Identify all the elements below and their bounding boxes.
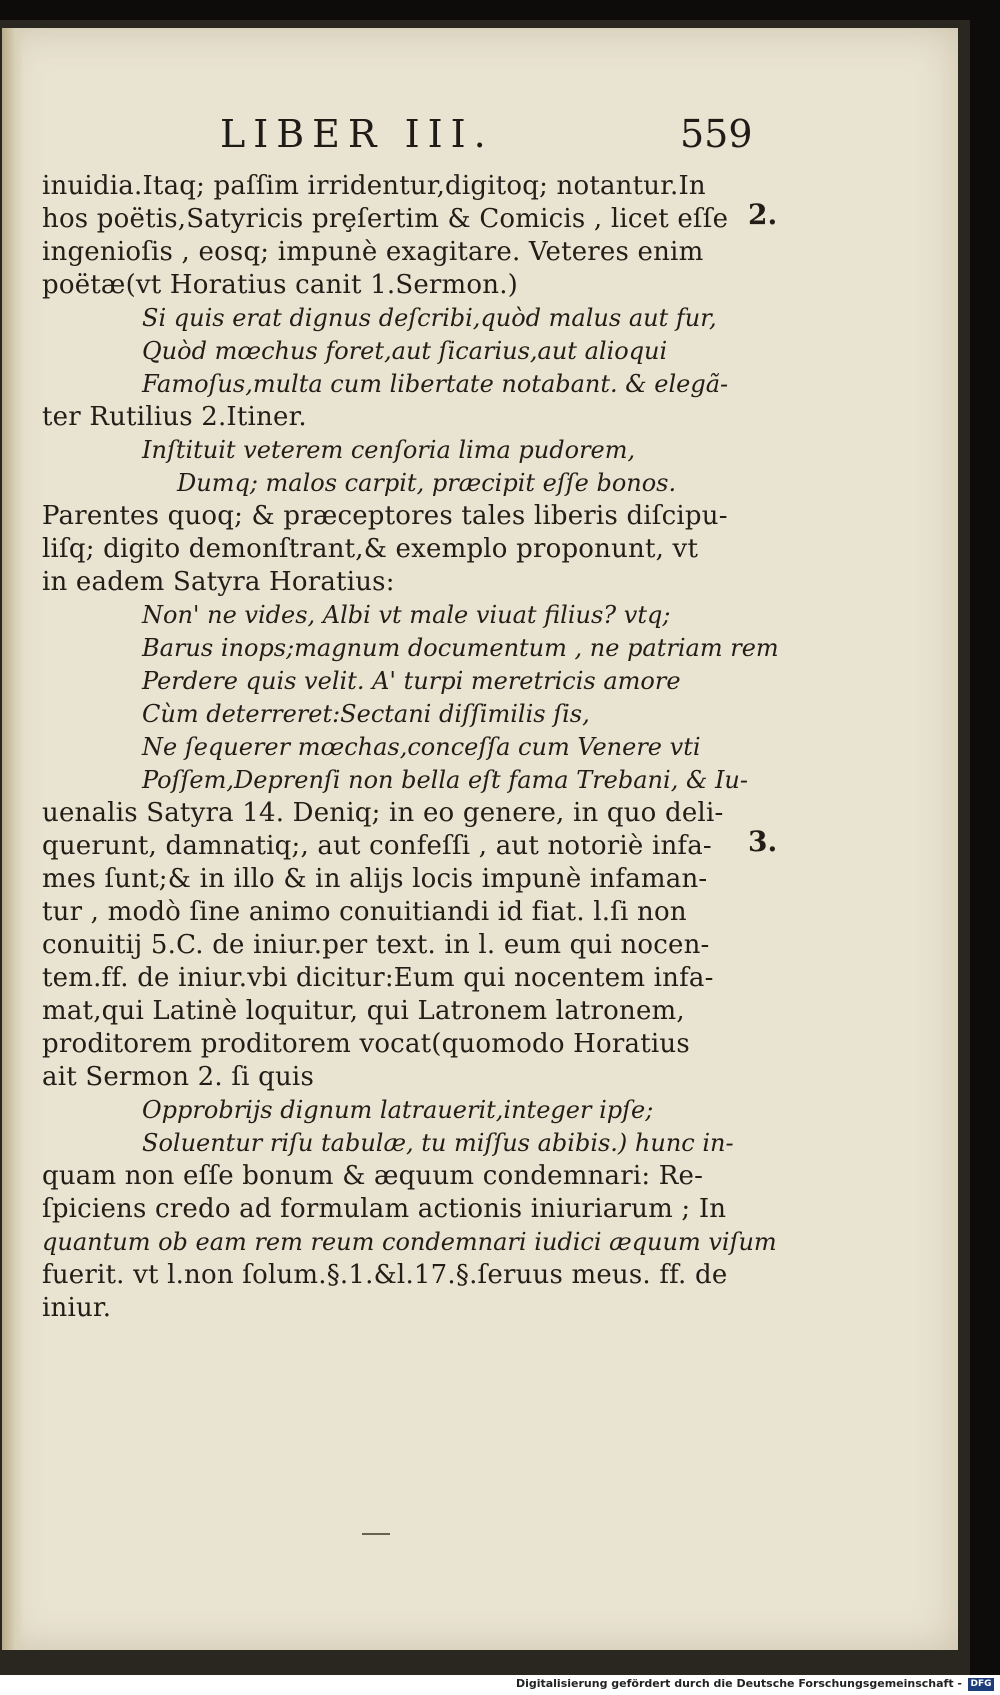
text-line: ait Sermon 2. ſi quis: [42, 1062, 314, 1092]
text-line: uenalis Satyra 14. Deniq; in eo genere, in quo deli-: [42, 798, 724, 828]
text-line: Quòd mœchus foret,aut ſicarius,aut alioqui: [142, 337, 668, 365]
text-line: Poſſem,Deprenſi non bella eſt fama Trebani, & Iu-: [142, 766, 748, 794]
text-line: proditorem proditorem vocat(quomodo Horatius: [42, 1029, 690, 1059]
text-line: hos poëtis,Satyricis prȩſertim & Comicis , licet eſſe: [42, 204, 729, 234]
marginal-note-2: 2.: [748, 198, 778, 231]
text-line: Famoſus,multa cum libertate notabant. & elegã-: [142, 370, 729, 398]
text-line: Opprobrijs dignum latrauerit,integer ipſe;: [142, 1096, 654, 1124]
text-line: Soluentur riſu tabulæ, tu miſſus abibis.) hunc in-: [142, 1129, 734, 1157]
text-line: liſq; digito demonſtrant,& exemplo proponunt, vt: [42, 534, 699, 564]
text-line: Perdere quis velit. A' turpi meretricis amore: [142, 667, 681, 695]
text-line: poëtæ(vt Horatius canit 1.Sermon.): [42, 270, 519, 300]
text-line: iniur.: [42, 1293, 112, 1323]
footer-bar: [0, 1675, 1000, 1695]
marginal-note-3: 3.: [748, 825, 778, 858]
text-line: tur , modò ſine animo conuitiandi id fiat. l.ſi non: [42, 897, 687, 927]
text-line: ſpiciens credo ad formulam actionis iniuriarum ; In: [42, 1194, 727, 1224]
text-line: tem.ff. de iniur.vbi dicitur:Eum qui nocentem infa-: [42, 963, 714, 993]
text-line: ingenioſis , eosq; impunè exagitare. Veteres enim: [42, 237, 704, 267]
text-body: [42, 170, 779, 1325]
text-line: mes ſunt;& in illo & in alijs locis impunè infaman-: [42, 864, 708, 894]
text-line: mat,qui Latinè loquitur, qui Latronem latronem,: [42, 996, 685, 1026]
text-line: Dumq; malos carpit, præcipit eſſe bonos.: [177, 469, 677, 497]
text-line: Inſtituit veterem cenſoria lima pudorem,: [142, 436, 636, 464]
text-line: Si quis erat dignus deſcribi,quòd malus aut fur,: [142, 304, 717, 332]
running-head: LIBER III.: [220, 112, 494, 156]
page-number: 559: [680, 112, 753, 156]
text-line: quam non eſſe bonum & æquum condemnari: Re-: [42, 1161, 704, 1191]
text-line: in eadem Satyra Horatius:: [42, 567, 395, 597]
text-line: Parentes quoq; & præceptores tales liberis diſcipu-: [42, 501, 728, 531]
text-line: inuidia.Itaq; paſſim irridentur,digitoq; notantur.In: [42, 171, 706, 201]
text-line: Non' ne vides, Albi vt male viuat filius? vtq;: [142, 601, 671, 629]
text-line: conuitij 5.C. de iniur.per text. in l. eum qui nocen-: [42, 930, 710, 960]
catchword-dash: [362, 1533, 390, 1535]
page-header: [0, 112, 960, 162]
text-line: Barus inops;magnum documentum , ne patriam rem: [142, 634, 779, 662]
text-line: querunt, damnatiq;, aut confeſſi , aut notoriè infa-: [42, 831, 712, 861]
footer-credit: Digitalisierung gefördert durch die Deutsche Forschungsgemeinschaft -: [515, 1677, 962, 1690]
text-line: ter Rutilius 2.Itiner.: [42, 402, 307, 432]
text-line: Cùm deterreret:Sectani diſſimilis ſis,: [142, 700, 590, 728]
text-line: quantum ob eam rem reum condemnari iudici æquum viſum: [42, 1228, 777, 1256]
text-line: Ne ſequerer mœchas,conceſſa cum Venere vti: [142, 733, 701, 761]
dfg-logo: DFG: [968, 1678, 994, 1691]
text-line: fuerit. vt l.non ſolum.§.1.&l.17.§.ſeruus meus. ff. de: [42, 1260, 728, 1290]
